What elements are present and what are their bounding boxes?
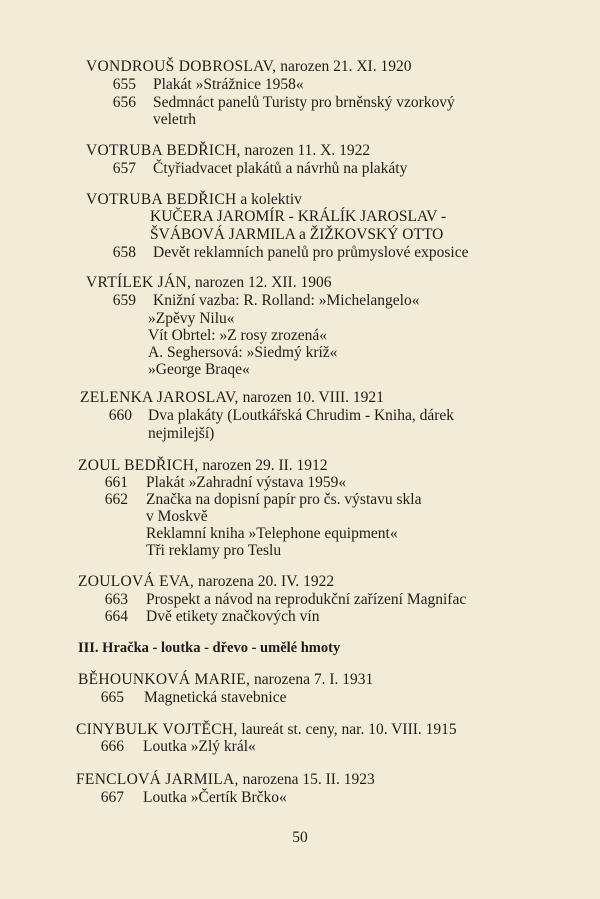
item-description: Prospekt a návod na reprodukční zařízení Magnifac — [146, 591, 467, 608]
artist-info: narozen 11. X. 1922 — [244, 142, 371, 159]
item-description: Značka na dopisní papír pro čs. výstavu skla — [146, 491, 422, 508]
item-number: 664 — [104, 608, 128, 625]
item-number: 659 — [112, 292, 136, 309]
entry-heading — [76, 721, 457, 739]
item-description-continued: veletrh — [153, 111, 197, 128]
artist-name: VOTRUBA BEDŘICH, — [86, 142, 241, 159]
item-description: Sedmnáct panelů Turisty pro brněnský vzorkový — [153, 94, 455, 111]
item-description-continued: »George Braqe« — [148, 361, 250, 378]
artist-info: narozena 20. IV. 1922 — [198, 573, 335, 590]
item-number: 660 — [108, 407, 132, 424]
artist-name: ZOULOVÁ EVA, — [78, 573, 195, 590]
artist-name: ZELENKA JAROSLAV, — [80, 389, 239, 406]
item-description: Plakát »Strážnice 1958« — [153, 76, 304, 93]
item-number: 665 — [100, 689, 124, 706]
item-description-continued: nejmilejší) — [148, 425, 215, 442]
artist-info: narozen 10. VIII. 1921 — [242, 389, 384, 406]
item-number: 658 — [112, 244, 136, 261]
entry-heading — [86, 274, 331, 292]
item-description-continued: Vít Obrtel: »Z rosy zrozená« — [148, 327, 328, 344]
artist-name: BĚHOUNKOVÁ MARIE, — [78, 671, 251, 688]
item-number: 663 — [104, 591, 128, 608]
item-number: 655 — [112, 76, 136, 93]
entry-heading — [86, 58, 411, 76]
item-description: Dva plakáty (Loutkářská Chrudim - Kniha, dárek — [148, 407, 455, 424]
entry-heading — [78, 671, 373, 689]
item-number: 667 — [100, 789, 124, 806]
artist-name: VOTRUBA BEDŘICH — [86, 191, 237, 208]
item-description: Loutka »Čertík Brčko« — [143, 789, 287, 806]
artist-info: narozena 7. I. 1931 — [254, 671, 374, 688]
item-description: Plakát »Zahradní výstava 1959« — [146, 474, 347, 491]
artist-name: VRTÍLEK JÁN, — [86, 274, 192, 291]
page-number: 50 — [292, 829, 308, 846]
item-description: Magnetická stavebnice — [144, 689, 287, 706]
entry-heading — [86, 142, 370, 160]
artist-info: a kolektiv — [240, 191, 302, 208]
item-description: Dvě etikety značkových vín — [146, 608, 320, 625]
entry-heading — [78, 457, 328, 475]
artist-name: ZOUL BEDŘICH, — [78, 457, 199, 474]
artist-info: laureát st. ceny, nar. 10. VIII. 1915 — [241, 721, 457, 738]
item-description: Loutka »Zlý král« — [143, 738, 256, 755]
artist-info: narozen 29. II. 1912 — [202, 457, 328, 474]
item-description: Devět reklamních panelů pro průmyslové exposice — [153, 244, 469, 261]
collaborators-line: KUČERA JAROMÍR - KRÁLÍK JAROSLAV - — [150, 208, 447, 225]
entry-heading — [86, 191, 302, 209]
artist-info: narozen 12. XII. 1906 — [195, 274, 332, 291]
item-description: Knižní vazba: R. Rolland: »Michelangelo« — [153, 292, 420, 309]
item-number: 657 — [112, 160, 136, 177]
artist-info: narozen 21. XI. 1920 — [280, 58, 412, 75]
entry-heading — [80, 389, 384, 407]
collaborators-line: ŠVÁBOVÁ JARMILA a ŽIŽKOVSKÝ OTTO — [150, 226, 444, 243]
entry-heading — [76, 771, 375, 789]
item-number: 666 — [100, 738, 124, 755]
item-description-continued: Reklamní kniha »Telephone equipment« — [146, 525, 398, 542]
entry-heading — [78, 573, 334, 591]
item-description-continued: Tři reklamy pro Teslu — [146, 542, 282, 559]
item-number: 661 — [104, 474, 128, 491]
item-number: 662 — [104, 491, 128, 508]
item-number: 656 — [112, 94, 136, 111]
section-title: III. Hračka - loutka - dřevo - umělé hmoty — [78, 640, 341, 656]
item-description: Čtyřiadvacet plakátů a návrhů na plakáty — [153, 160, 408, 177]
artist-name: VONDROUŠ DOBROSLAV, — [86, 58, 277, 75]
artist-name: CINYBULK VOJTĚCH, — [76, 721, 238, 738]
item-description-continued: v Moskvě — [146, 508, 208, 525]
artist-info: narozena 15. II. 1923 — [242, 771, 375, 788]
item-description-continued: »Zpěvy Nilu« — [148, 310, 235, 327]
artist-name: FENCLOVÁ JARMILA, — [76, 771, 239, 788]
item-description-continued: A. Seghersová: »Siedmý kríž« — [148, 344, 338, 361]
